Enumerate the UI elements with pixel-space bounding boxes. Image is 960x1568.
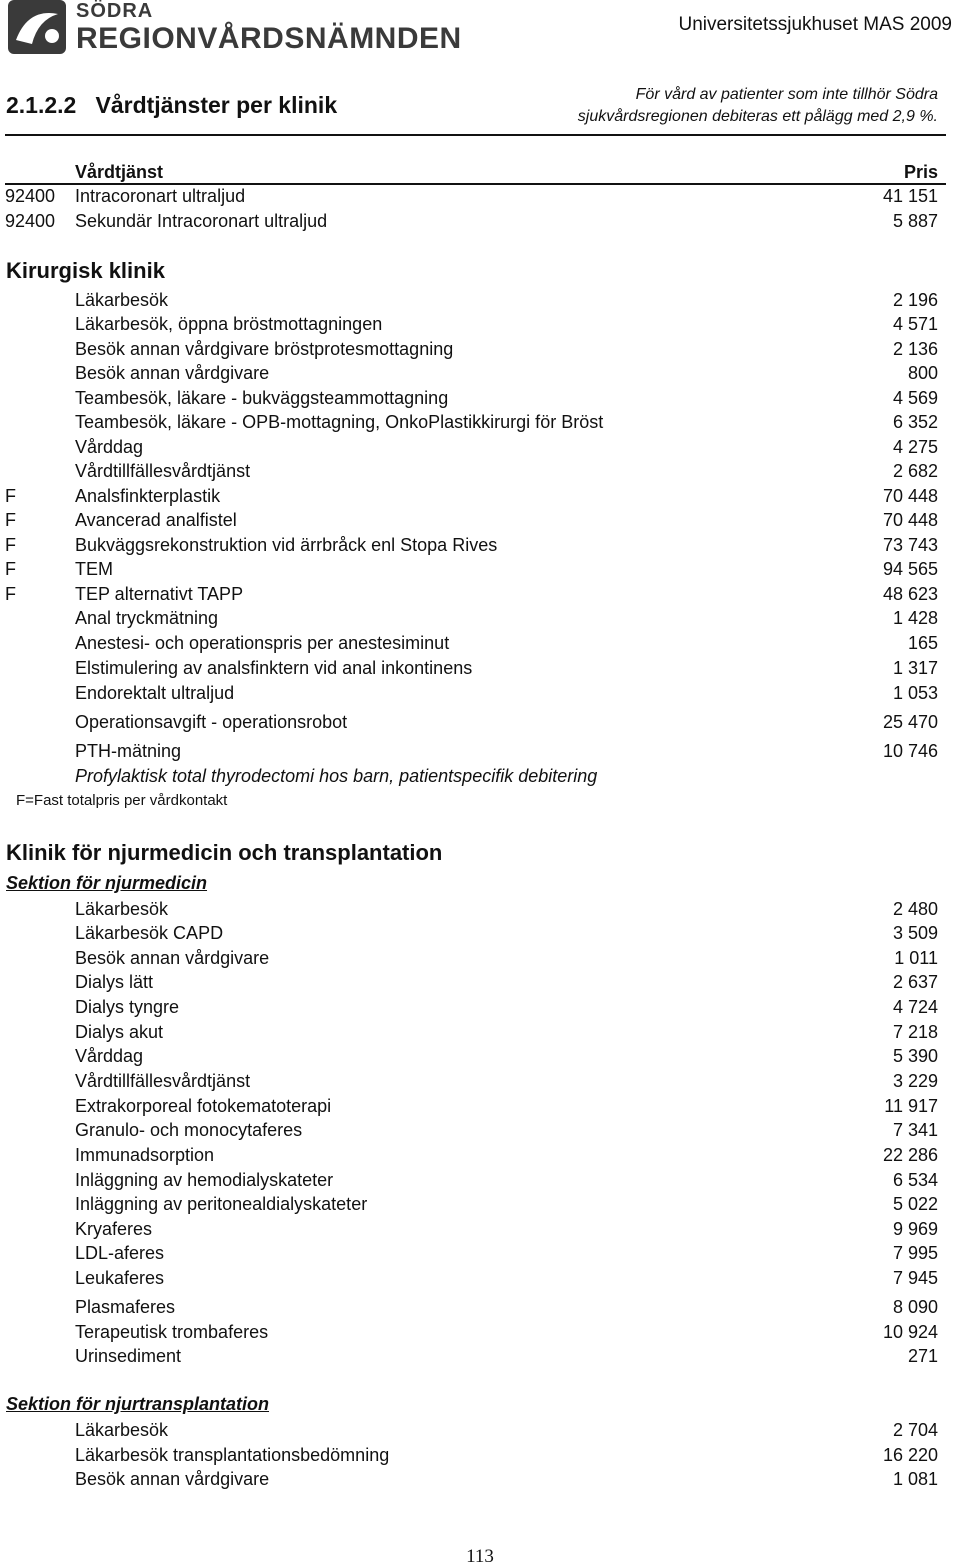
table-row <box>0 337 960 361</box>
row-price: 7 341 <box>892 1120 938 1140</box>
row-name: Terapeutisk trombaferes <box>75 1322 269 1342</box>
table-row <box>0 386 960 410</box>
row-price: 6 534 <box>892 1170 938 1190</box>
row-code: F <box>5 535 16 555</box>
row-name: Besök annan vårdgivare <box>75 948 270 968</box>
row-name: Urinsediment <box>75 1346 182 1366</box>
row-price: 1 011 <box>894 948 938 968</box>
section-title: Vårdtjänster per klinik <box>95 92 338 118</box>
region-logo <box>8 0 462 60</box>
row-name: Anal tryckmätning <box>75 608 219 628</box>
table-row <box>0 557 960 581</box>
row-code: F <box>5 486 16 506</box>
row-price: 2 480 <box>892 899 938 919</box>
section-heading <box>6 92 337 119</box>
table-top-rule <box>5 134 946 136</box>
clinic-heading-njurmedicin: Klinik för njurmedicin och transplantation <box>6 840 443 865</box>
section-heading-njurmedicin: Sektion för njurmedicin <box>6 873 208 893</box>
table-row <box>0 209 960 233</box>
row-name: Teambesök, läkare - OPB-mottagning, OnkoPlastikkirurgi för Bröst <box>75 412 604 432</box>
row-name: Analsfinkterplastik <box>75 486 221 506</box>
row-price: 2 704 <box>892 1420 938 1440</box>
table-row <box>0 1344 960 1368</box>
table-row <box>0 1094 960 1118</box>
row-name: PTH-mätning <box>75 741 182 761</box>
surcharge-notice <box>578 84 938 128</box>
row-price: 7 218 <box>892 1022 938 1042</box>
row-price: 48 623 <box>882 584 938 604</box>
row-price: 5 390 <box>892 1046 938 1066</box>
table-row <box>0 1443 960 1467</box>
row-name: Granulo- och monocytaferes <box>75 1120 303 1140</box>
table-row <box>0 1295 960 1319</box>
row-name: Läkarbesök <box>75 290 169 310</box>
row-code: 92400 <box>5 211 56 231</box>
row-price: 2 637 <box>892 972 938 992</box>
row-price: 22 286 <box>882 1145 938 1165</box>
table-row <box>0 995 960 1019</box>
row-name: Dialys lätt <box>75 972 154 992</box>
table-row <box>0 946 960 970</box>
row-price: 5 887 <box>892 211 938 231</box>
column-header-price: Pris <box>903 162 938 182</box>
table-header-row <box>0 160 960 184</box>
table-row <box>0 1418 960 1442</box>
table-row <box>0 459 960 483</box>
table-row <box>0 484 960 508</box>
table-row-italic <box>0 764 960 788</box>
row-name: Läkarbesök transplantationsbedömning <box>75 1445 390 1465</box>
table-row <box>0 1044 960 1068</box>
row-price: 73 743 <box>882 535 938 555</box>
row-price: 7 945 <box>892 1268 938 1288</box>
table-row <box>0 582 960 606</box>
row-name: Läkarbesök CAPD <box>75 923 224 943</box>
row-name: Dialys tyngre <box>75 997 180 1017</box>
table-row <box>0 184 960 208</box>
row-price: 94 565 <box>882 559 938 579</box>
table-row <box>0 1217 960 1241</box>
table-row <box>0 361 960 385</box>
row-name: Avancerad analfistel <box>75 510 237 530</box>
row-name: Läkarbesök, öppna bröstmottagningen <box>75 314 383 334</box>
table-row <box>0 1192 960 1216</box>
table-row <box>0 1266 960 1290</box>
row-name: Besök annan vårdgivare bröstprotesmottagning <box>75 339 454 359</box>
row-name: Sekundär Intracoronart ultraljud <box>75 211 328 231</box>
logo-text-line2: REGIONVÅRDSNÄMNDEN <box>76 22 462 55</box>
row-price: 7 995 <box>892 1243 938 1263</box>
table-row <box>0 970 960 994</box>
table-row <box>0 656 960 680</box>
row-price: 165 <box>907 633 938 653</box>
logo-text-line1: SÖDRA <box>76 0 154 22</box>
row-name: Läkarbesök <box>75 1420 169 1440</box>
table-row <box>0 1241 960 1265</box>
row-name: Teambesök, läkare - bukväggsteammottagning <box>75 388 449 408</box>
row-name: Besök annan vårdgivare <box>75 1469 270 1489</box>
section-number: 2.1.2.2 <box>6 92 77 118</box>
hospital-name: Universitetssjukhuset MAS 2009 <box>678 14 952 35</box>
row-code: 92400 <box>5 186 56 206</box>
row-name: Inläggning av peritonealdialyskateter <box>75 1194 368 1214</box>
row-name: TEM <box>75 559 113 579</box>
row-name: Extrakorporeal fotokematoterapi <box>75 1096 332 1116</box>
row-price: 10 746 <box>882 741 938 761</box>
table-row <box>0 1143 960 1167</box>
table-row <box>0 710 960 734</box>
table-row <box>0 1020 960 1044</box>
row-price: 6 352 <box>892 412 938 432</box>
row-name: Leukaferes <box>75 1268 165 1288</box>
row-price: 9 969 <box>892 1219 938 1239</box>
table-row <box>0 897 960 921</box>
clinic-heading-kirurgisk: Kirurgisk klinik <box>6 258 165 283</box>
row-price: 8 090 <box>892 1297 938 1317</box>
row-price: 3 229 <box>892 1071 938 1091</box>
row-name: Besök annan vårdgivare <box>75 363 270 383</box>
row-name: Intracoronart ultraljud <box>75 186 246 206</box>
table-row <box>0 1069 960 1093</box>
row-name: Immunadsorption <box>75 1145 215 1165</box>
table-row <box>0 921 960 945</box>
row-name: Elstimulering av analsfinktern vid anal inkontinens <box>75 658 473 678</box>
row-name: TEP alternativt TAPP <box>75 584 244 604</box>
row-price: 271 <box>907 1346 938 1366</box>
region-logo-mark-icon <box>8 0 66 54</box>
row-price: 41 151 <box>882 186 938 206</box>
row-name: Kryaferes <box>75 1219 153 1239</box>
row-name: Vårdtillfällesvårdtjänst <box>75 1071 251 1091</box>
notice-line-2: sjukvårdsregionen debiteras ett pålägg med 2,9 %. <box>577 108 938 125</box>
row-name: Vårddag <box>75 437 144 457</box>
table-row <box>0 681 960 705</box>
row-price: 1 428 <box>892 608 938 628</box>
row-name: Plasmaferes <box>75 1297 176 1317</box>
notice-line-1: För vård av patienter som inte tillhör Södra <box>635 86 938 103</box>
row-price: 4 571 <box>892 314 938 334</box>
row-name: Profylaktisk total thyrodectomi hos barn, patientspecifik debitering <box>75 766 598 786</box>
row-price: 1 053 <box>892 683 938 703</box>
row-code: F <box>5 510 16 530</box>
row-price: 3 509 <box>892 923 938 943</box>
row-name: Operationsavgift - operationsrobot <box>75 712 348 732</box>
row-code: F <box>5 584 16 604</box>
row-name: Dialys akut <box>75 1022 164 1042</box>
row-code: F <box>5 559 16 579</box>
table-row <box>0 288 960 312</box>
row-price: 2 136 <box>892 339 938 359</box>
row-name: Inläggning av hemodialyskateter <box>75 1170 334 1190</box>
row-price: 10 924 <box>882 1322 938 1342</box>
row-price: 4 569 <box>892 388 938 408</box>
row-name: LDL-aferes <box>75 1243 165 1263</box>
row-price: 11 917 <box>884 1096 938 1116</box>
row-price: 4 724 <box>892 997 938 1017</box>
page-number: 113 <box>466 1546 494 1567</box>
table-row <box>0 1118 960 1142</box>
section-heading-njurtransplantation: Sektion för njurtransplantation <box>6 1394 270 1414</box>
row-price: 25 470 <box>882 712 938 732</box>
table-row <box>0 631 960 655</box>
table-row <box>0 739 960 763</box>
row-name: Vårdtillfällesvårdtjänst <box>75 461 251 481</box>
row-price: 1 317 <box>892 658 938 678</box>
table-row <box>0 312 960 336</box>
row-price: 2 682 <box>892 461 938 481</box>
row-price: 5 022 <box>892 1194 938 1214</box>
row-price: 2 196 <box>892 290 938 310</box>
row-name: Anestesi- och operationspris per anestesiminut <box>75 633 450 653</box>
table-row <box>0 606 960 630</box>
table-row <box>0 533 960 557</box>
row-name: Bukväggsrekonstruktion vid ärrbråck enl Stopa Rives <box>75 535 498 555</box>
footnote: F=Fast totalpris per vårdkontakt <box>16 792 228 809</box>
column-header-service: Vårdtjänst <box>75 162 164 182</box>
row-price: 16 220 <box>882 1445 938 1465</box>
row-price: 70 448 <box>882 510 938 530</box>
row-name: Läkarbesök <box>75 899 169 919</box>
row-name: Endorektalt ultraljud <box>75 683 235 703</box>
row-price: 1 081 <box>892 1469 938 1489</box>
row-price: 4 275 <box>892 437 938 457</box>
row-price: 800 <box>907 363 938 383</box>
row-name: Vårddag <box>75 1046 144 1066</box>
table-row <box>0 435 960 459</box>
table-row <box>0 508 960 532</box>
table-row <box>0 410 960 434</box>
table-row <box>0 1467 960 1491</box>
table-row <box>0 1168 960 1192</box>
row-price: 70 448 <box>882 486 938 506</box>
table-row <box>0 1320 960 1344</box>
